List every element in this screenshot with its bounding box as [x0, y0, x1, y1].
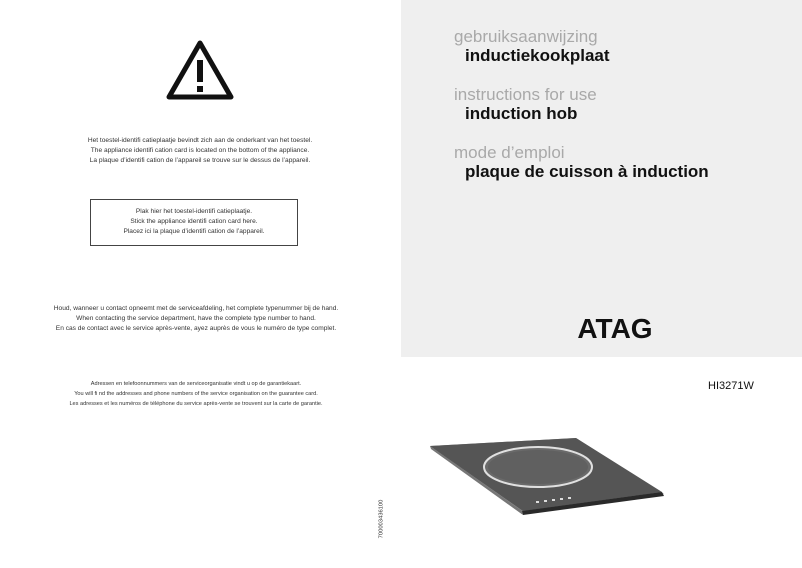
service-note-nl: Houd, wanneer u contact opneemt met de serviceafdeling, het complete typenummer bij de hand. — [53, 305, 339, 312]
title-product-en: induction hob — [465, 104, 578, 123]
id-card-location-nl: Het toestel-identifi catieplaatje bevindt zich aan de onderkant van het toestel. — [87, 137, 313, 144]
title-kind-en: instructions for use — [454, 85, 597, 104]
left-page — [0, 0, 400, 568]
id-card-box-nl: Plak hier het toestel-identifi catieplaatje. — [135, 208, 253, 215]
id-card-placeholder-box — [90, 199, 298, 246]
title-kind-fr: mode d’emploi — [454, 143, 565, 162]
induction-hob-illustration — [426, 436, 666, 516]
service-note-fr: En cas de contact avec le service après-vente, ayez auprès de vous le numéro de type complet. — [55, 325, 337, 332]
addresses-note-nl: Adressen en telefoonnummers van de serviceorganisatie vindt u op de garantiekaart. — [90, 381, 302, 387]
title-product-fr: plaque de cuisson à induction — [465, 162, 709, 181]
addresses-note-en: You will fi nd the addresses and phone numbers of the service organisation on the guarantee card. — [74, 391, 318, 397]
addresses-note — [0, 379, 392, 409]
service-note — [0, 304, 392, 334]
id-card-location-fr: La plaque d’identifi cation de l’appareil se trouve sur le dessus de l’appareil. — [89, 157, 311, 164]
addresses-note-fr: Les adresses et les numéros de téléphone du service après-vente se trouvent sur la carte de garantie. — [69, 401, 323, 407]
id-card-location-text — [0, 136, 400, 166]
atag-logo — [566, 309, 664, 343]
atag-logo-text: ATAG — [577, 313, 653, 343]
id-card-box-en: Stick the appliance identifi cation card here. — [130, 218, 258, 225]
title-product-nl: inductiekookplaat — [465, 46, 610, 65]
warning-triangle-icon — [166, 40, 234, 100]
title-kind-nl: gebruiksaanwijzing — [454, 27, 598, 46]
id-card-box-fr: Placez ici la plaque d’identifi cation de l’appareil. — [123, 228, 265, 235]
service-note-en: When contacting the service department, have the complete type number to hand. — [76, 315, 316, 322]
document-code — [378, 498, 388, 542]
model-number: HI3271W — [708, 380, 754, 392]
document-code-text: 700003436100 — [378, 499, 385, 539]
id-card-location-en: The appliance identifi cation card is located on the bottom of the appliance. — [90, 147, 310, 154]
